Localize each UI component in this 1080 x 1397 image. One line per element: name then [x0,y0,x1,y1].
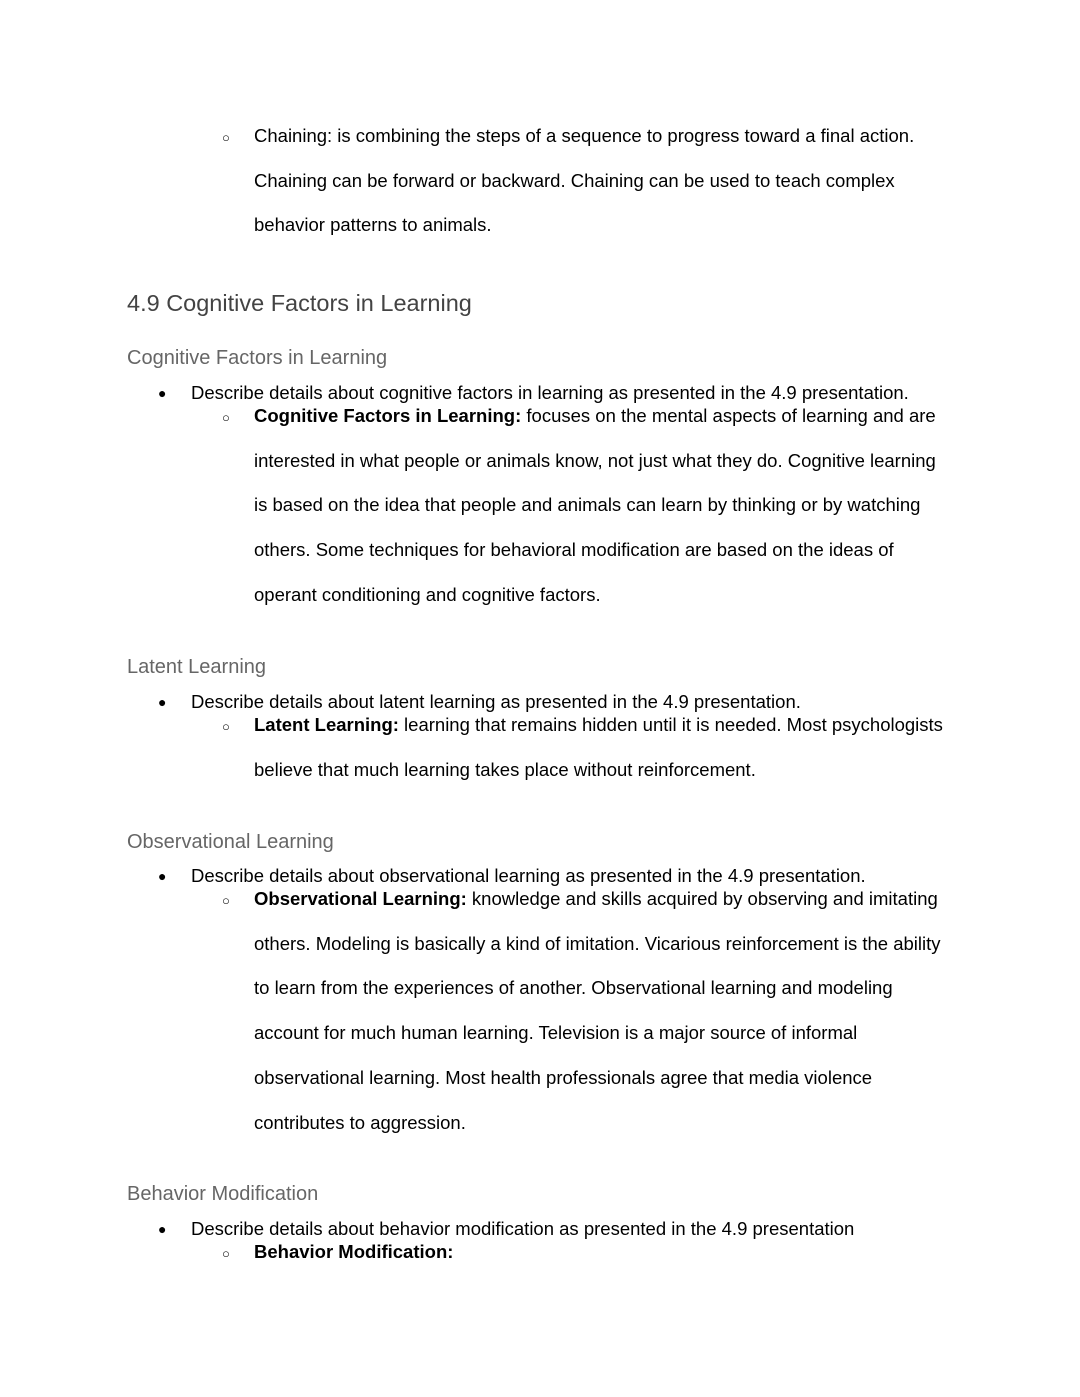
sub-item-chaining [222,125,972,248]
bullet-marker: ● [158,868,167,884]
definition: learning that remains hidden until it is needed. Most psychologists believe that much learning takes place without reinforcement. [254,714,943,780]
bullet-text: Describe details about behavior modification as presented in the 4.9 presentation [191,1218,855,1239]
bullet-text: Describe details about observational learning as presented in the 4.9 presentation. [191,865,866,886]
sub-item-cognitive [222,405,972,618]
definition: knowledge and skills acquired by observing and imitating others. Modeling is basically a kind of imitation. Vicarious reinforcement is the ability to learn from the experiences of another. Observational learning and modeling account for much human learning. Television is a major source of informal observational learning. Most health professionals agree that media violence contributes to aggression. [254,888,941,1133]
section-title: 4.9 Cognitive Factors in Learning [127,290,472,316]
sub-bullet-marker: ○ [222,130,230,145]
term: Behavior Modification: [254,1241,454,1262]
sub-item-latent [222,714,972,792]
term: Cognitive Factors in Learning: [254,405,522,426]
bullet-marker: ● [158,1221,167,1237]
chaining-text: Chaining: is combining the steps of a sequence to progress toward a final action. Chaining can be forward or backward. Chaining can be used to teach complex behavior patterns to animals. [254,125,915,236]
definition: focuses on the mental aspects of learning and are interested in what people or animals know, not just what they do. Cognitive learning is based on the idea that people and animals can learn by thinking or by watching others. Some techniques for behavioral modification are based on the ideas of operant conditioning and cognitive factors. [254,405,936,605]
sub-bullet-marker: ○ [222,410,230,425]
term: Latent Learning: [254,714,399,735]
sub-item-behavior [222,1241,972,1275]
bullet-text: Describe details about cognitive factors in learning as presented in the 4.9 presentation. [191,382,909,403]
behavior-definition [232,1230,954,1275]
latent-definition [232,703,954,792]
heading-latent: Latent Learning [127,656,267,678]
sub-item-observational [222,888,972,1145]
cognitive-definition [232,394,954,618]
heading-cognitive: Cognitive Factors in Learning [127,347,388,369]
sub-bullet-marker: ○ [222,719,230,734]
bullet-marker: ● [158,694,167,710]
sub-bullet-marker: ○ [222,893,230,908]
sub-bullet-marker: ○ [222,1246,230,1261]
term: Observational Learning: [254,888,467,909]
heading-behavior: Behavior Modification [127,1183,319,1205]
bullet-marker: ● [158,385,167,401]
heading-observational: Observational Learning [127,831,334,853]
observational-definition [232,877,954,1145]
bullet-text: Describe details about latent learning as presented in the 4.9 presentation. [191,691,801,712]
